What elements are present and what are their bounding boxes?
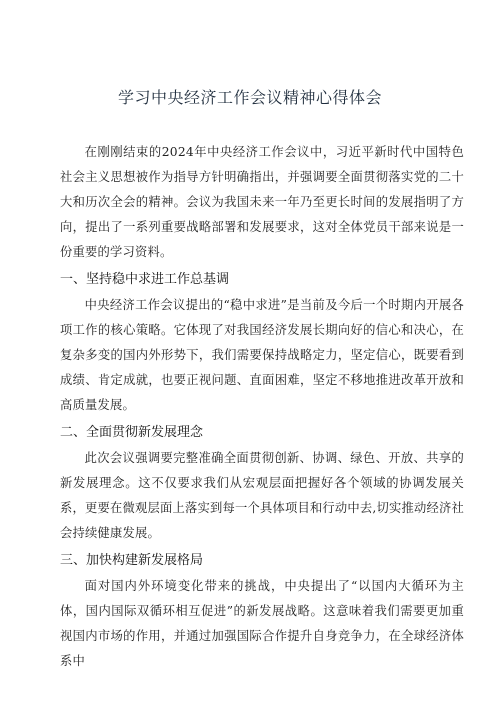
section-heading-2: 二、全面贯彻新发展理念 [60, 425, 204, 440]
intro-paragraph: 在刚刚结束的2024年中央经济工作会议中，习近平新时代中国特色社会主义思想被作为指导方针明确指出，并强调要全面贯彻落实党的二十大和历次全会的精神。会议为我国未来一年乃至更长时间的发展指明了方向，提出了一系列重要战略部署和发展要求，这对全体党员干部来说是一份重要的学习资料。 [60, 145, 464, 259]
section-paragraph-1: 中央经济工作会议提出的“稳中求进”是当前及今后一个时期内开展各项工作的核心策略。它体现了对我国经济发展长期向好的信心和决心，在复杂多变的国内外形势下，我们需要保持战略定力，坚定信心，既要看到成绩、肯定成就，也要正视问题、直面困难，坚定不移地推进改革开放和高质量发展。 [60, 298, 464, 412]
section-heading-3: 三、加快构建新发展格局 [60, 553, 204, 568]
section-paragraph-2: 此次会议强调要完整准确全面贯彻创新、协调、绿色、开放、共享的新发展理念。这不仅要求我们从宏观层面把握好各个领域的协调发展关系，更要在微观层面上落实到每一个具体项目和行动中去,切实推动经济社会持续健康发展。 [60, 451, 465, 540]
document-body [60, 140, 464, 674]
section-paragraph-3: 面对国内外环境变化带来的挑战，中央提出了“以国内大循环为主体，国内国际双循环相互促进”的新发展战略。这意味着我们需要更加重视国内市场的作用，并通过加强国际合作提升自身竞争力，在全球经济体系中 [60, 579, 464, 668]
section-heading-1: 一、坚持稳中求进工作总基调 [60, 272, 230, 287]
document-title: 学习中央经济工作会议精神心得体会 [117, 88, 382, 107]
